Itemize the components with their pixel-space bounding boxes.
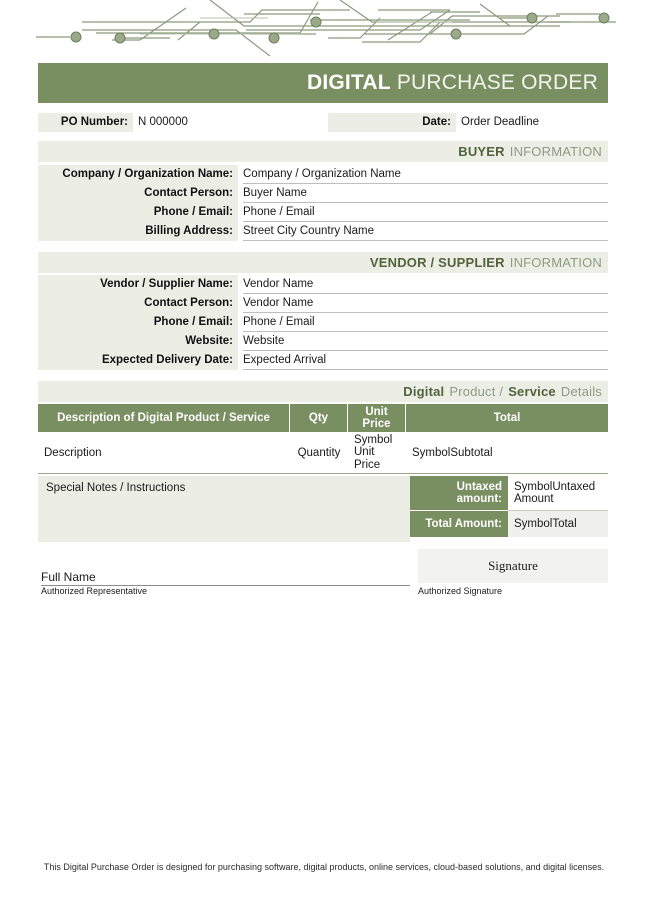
page-title-light: PURCHASE ORDER [396, 71, 598, 94]
buyer-section-light: INFORMATION [509, 144, 602, 159]
buyer-field-contact-value[interactable]: Buyer Name [243, 184, 608, 203]
cell-qty[interactable]: Quantity [297, 446, 341, 459]
page-title-bold: DIGITAL [306, 71, 391, 94]
untaxed-amount-label [410, 476, 508, 511]
cell-total[interactable]: SymbolSubtotal [412, 446, 493, 459]
table-row [38, 432, 608, 474]
buyer-field-contact-label: Contact Person: [38, 184, 238, 203]
buyer-section-bold: BUYER [458, 144, 505, 159]
vendor-field-name-value[interactable]: Vendor Name [243, 275, 608, 294]
column-header-unit-price-line2: Price [362, 418, 391, 430]
special-notes-box[interactable]: Special Notes / Instructions [38, 476, 410, 542]
vendor-field-website-label: Website: [38, 332, 238, 351]
untaxed-amount-row [410, 476, 608, 511]
full-name-field[interactable]: Full Name [41, 568, 410, 586]
total-amount-label: Total Amount: [410, 511, 508, 537]
items-section-header [38, 381, 608, 402]
vendor-field-expected-delivery-label: Expected Delivery Date: [38, 351, 238, 370]
vendor-field-expected-delivery [38, 351, 608, 370]
column-header-description: Description of Digital Product / Service [38, 404, 290, 432]
date-label: Date: [328, 113, 456, 132]
buyer-field-billing-address-label: Billing Address: [38, 222, 238, 241]
untaxed-amount-value-line1: SymbolUntaxed [514, 480, 596, 493]
items-section-bold-1: Digital [403, 384, 445, 399]
buyer-section-header [38, 141, 608, 162]
buyer-field-billing-address [38, 222, 608, 241]
vendor-section-bold: VENDOR / SUPPLIER [369, 255, 505, 270]
vendor-field-phone-email [38, 313, 608, 332]
items-section-bold-2: Service [508, 384, 556, 399]
cell-unit-price-line3: Price [354, 458, 381, 471]
vendor-field-contact-value[interactable]: Vendor Name [243, 294, 608, 313]
buyer-field-company [38, 165, 608, 184]
vendor-field-phone-email-value[interactable]: Phone / Email [243, 313, 608, 332]
untaxed-amount-label-line1: Untaxed [456, 480, 502, 493]
authorized-representative-caption: Authorized Representative [41, 586, 148, 596]
buyer-field-company-value[interactable]: Company / Organization Name [243, 165, 608, 184]
po-number-label: PO Number: [38, 113, 133, 132]
vendor-field-website [38, 332, 608, 351]
date-value[interactable]: Order Deadline [461, 116, 539, 128]
items-table-header-row [38, 404, 608, 432]
footer-note: This Digital Purchase Order is designed for purchasing software, digital products, online services, cloud-based solutions, and digital licenses. [43, 862, 605, 872]
cell-unit-price-line1: Symbol [354, 433, 393, 446]
column-header-unit-price [348, 404, 406, 432]
total-amount-value[interactable]: SymbolTotal [508, 511, 608, 537]
untaxed-amount-value-line2: Amount [514, 493, 554, 505]
signature-stamp-text: Signature [488, 558, 538, 573]
buyer-field-phone-email-value[interactable]: Phone / Email [243, 203, 608, 222]
vendor-field-contact-label: Contact Person: [38, 294, 238, 313]
untaxed-amount-label-line2: amount: [456, 493, 502, 505]
vendor-field-contact [38, 294, 608, 313]
column-header-total: Total [406, 404, 608, 432]
po-meta-row [38, 113, 608, 132]
column-header-unit-price-line1: Unit [365, 406, 388, 418]
column-header-qty: Qty [290, 404, 348, 432]
items-section-light-1: Product / [449, 384, 504, 399]
buyer-field-contact [38, 184, 608, 203]
items-section-light-2: Details [560, 384, 602, 399]
signature-stamp-box[interactable] [418, 549, 608, 583]
vendor-field-expected-delivery-value[interactable]: Expected Arrival [243, 351, 608, 370]
po-number-value[interactable]: N 000000 [138, 116, 188, 128]
buyer-field-company-label: Company / Organization Name: [38, 165, 238, 184]
document-title-bar [38, 63, 608, 103]
vendor-field-website-value[interactable]: Website [243, 332, 608, 351]
buyer-field-phone-email [38, 203, 608, 222]
vendor-field-phone-email-label: Phone / Email: [38, 313, 238, 332]
vendor-section-header [38, 252, 608, 273]
vendor-section-light: INFORMATION [509, 255, 602, 270]
circuit-lines-decoration [0, 0, 648, 58]
buyer-field-phone-email-label: Phone / Email: [38, 203, 238, 222]
total-amount-row [410, 511, 608, 537]
vendor-field-name [38, 275, 608, 294]
cell-unit-price[interactable] [348, 432, 406, 473]
cell-description[interactable]: Description [44, 446, 102, 459]
vendor-field-name-label: Vendor / Supplier Name: [38, 275, 238, 294]
authorized-signature-caption: Authorized Signature [418, 586, 503, 596]
cell-unit-price-line2: Unit [354, 446, 375, 459]
untaxed-amount-value[interactable] [508, 476, 608, 511]
buyer-field-billing-address-value[interactable]: Street City Country Name [243, 222, 608, 241]
